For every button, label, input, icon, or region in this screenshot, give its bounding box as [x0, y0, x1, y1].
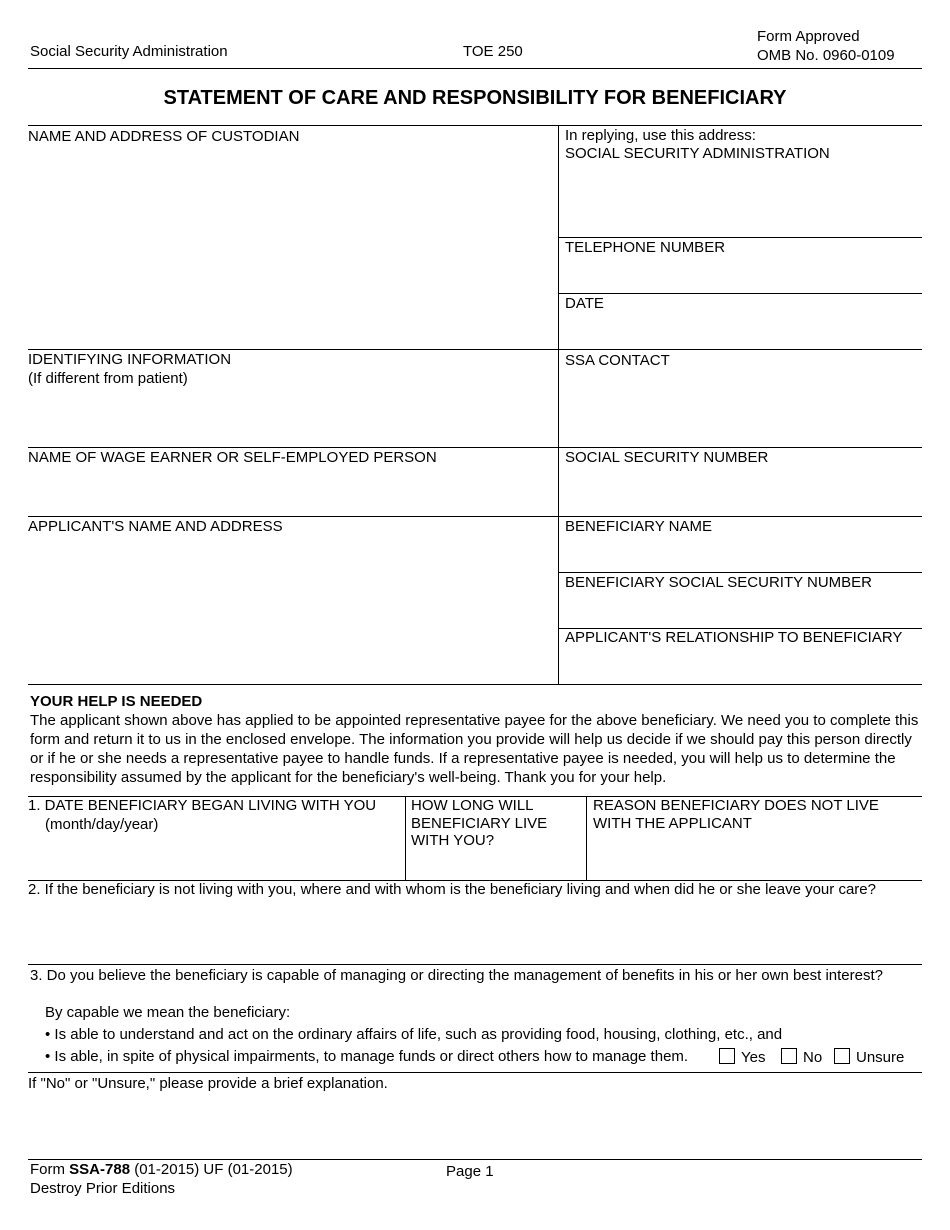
agency-name: Social Security Administration	[30, 43, 228, 60]
q2-field[interactable]: 2. If the beneficiary is not living with you, where and with whom is the beneficiary living and when did he or she leave your care?	[28, 881, 876, 898]
omb-number: OMB No. 0960-0109	[757, 47, 895, 64]
form-prefix: Form	[30, 1161, 70, 1178]
section-top-rule	[28, 125, 922, 126]
relationship-field[interactable]: APPLICANT'S RELATIONSHIP TO BENEFICIARY	[565, 629, 903, 646]
q1-date-field[interactable]: 1. DATE BENEFICIARY BEGAN LIVING WITH YOU	[28, 797, 377, 814]
rule-identifying	[28, 349, 922, 350]
ssa-contact-field[interactable]: SSA CONTACT	[565, 352, 670, 369]
page-number: Page 1	[446, 1163, 494, 1180]
identifying-subtext: (If different from patient)	[28, 370, 188, 387]
q1-divider-1	[405, 796, 406, 880]
rule-applicant	[28, 516, 922, 517]
rule-beneficiary-ssn	[558, 572, 922, 573]
ssn-field[interactable]: SOCIAL SECURITY NUMBER	[565, 449, 769, 466]
q1-date-format: (month/day/year)	[45, 816, 159, 833]
beneficiary-name-field[interactable]: BENEFICIARY NAME	[565, 518, 712, 535]
help-heading: YOUR HELP IS NEEDED	[30, 693, 203, 710]
q1-how-long-field[interactable]: HOW LONG WILL BENEFICIARY LIVE WITH YOU?	[411, 797, 548, 849]
q3-bottom-rule	[28, 1072, 922, 1073]
rule-telephone	[558, 237, 922, 238]
q3-bullet-1: • Is able to understand and act on the ordinary affairs of life, such as providing food, housing, clothing, etc., and	[45, 1026, 783, 1043]
telephone-field[interactable]: TELEPHONE NUMBER	[565, 239, 726, 256]
no-checkbox[interactable]	[781, 1048, 797, 1064]
rule-wage-earner	[28, 447, 922, 448]
form-code: SSA-788	[69, 1161, 131, 1178]
q1-reason-field[interactable]: REASON BENEFICIARY DOES NOT LIVE WITH THE APPLICANT	[593, 797, 879, 832]
q3-yes-option[interactable]	[711, 1048, 765, 1067]
q3-unsure-option[interactable]	[826, 1048, 904, 1067]
toe-code: TOE 250	[463, 43, 523, 60]
q1-divider-2	[586, 796, 587, 880]
destroy-note: Destroy Prior Editions	[30, 1180, 176, 1197]
q3-no-option[interactable]	[773, 1048, 822, 1067]
yes-checkbox[interactable]	[719, 1048, 735, 1064]
header-divider	[28, 68, 922, 69]
help-paragraph: The applicant shown above has applied to be appointed representative payee for the above beneficiary. We need you to complete this form and return it to us in the enclosed envelope. The information you provide will help us decide if we should pay this person directly or if he or she needs a representative payee to handle funds. If a representative payee is needed, you will help us to determine the responsibility assumed by the applicant for the beneficiary's well-being. Thank you for your help.	[30, 712, 919, 786]
q3-question: 3. Do you believe the beneficiary is capable of managing or directing the management of benefits in his or her own best interest?	[30, 967, 884, 984]
section-bottom-rule	[28, 684, 922, 685]
custodian-field[interactable]: NAME AND ADDRESS OF CUSTODIAN	[28, 128, 300, 145]
form-edition: (01-2015) UF (01-2015)	[130, 1161, 293, 1178]
applicant-field[interactable]: APPLICANT'S NAME AND ADDRESS	[28, 518, 283, 535]
footer-rule	[28, 1159, 922, 1160]
yes-label: Yes	[741, 1049, 766, 1066]
wage-earner-field[interactable]: NAME OF WAGE EARNER OR SELF-EMPLOYED PERSON	[28, 449, 437, 466]
q3-bullet-2: • Is able, in spite of physical impairments, to manage funds or direct others how to manage them.	[45, 1048, 689, 1065]
q2-bottom-rule	[28, 964, 922, 965]
reply-label: In replying, use this address:	[565, 127, 756, 144]
form-number	[30, 1161, 293, 1179]
page-title: STATEMENT OF CARE AND RESPONSIBILITY FOR BENEFICIARY	[163, 87, 787, 109]
explanation-field[interactable]: If "No" or "Unsure," please provide a brief explanation.	[28, 1075, 388, 1092]
identifying-field[interactable]: IDENTIFYING INFORMATION	[28, 351, 232, 368]
form-approved: Form Approved	[757, 28, 860, 45]
beneficiary-ssn-field[interactable]: BENEFICIARY SOCIAL SECURITY NUMBER	[565, 574, 873, 591]
q3-intro: By capable we mean the beneficiary:	[45, 1004, 291, 1021]
section-column-divider	[558, 125, 559, 684]
no-label: No	[803, 1049, 823, 1066]
reply-address: SOCIAL SECURITY ADMINISTRATION	[565, 145, 830, 162]
date-field[interactable]: DATE	[565, 295, 604, 312]
unsure-checkbox[interactable]	[834, 1048, 850, 1064]
unsure-label: Unsure	[856, 1049, 905, 1066]
rule-date	[558, 293, 922, 294]
